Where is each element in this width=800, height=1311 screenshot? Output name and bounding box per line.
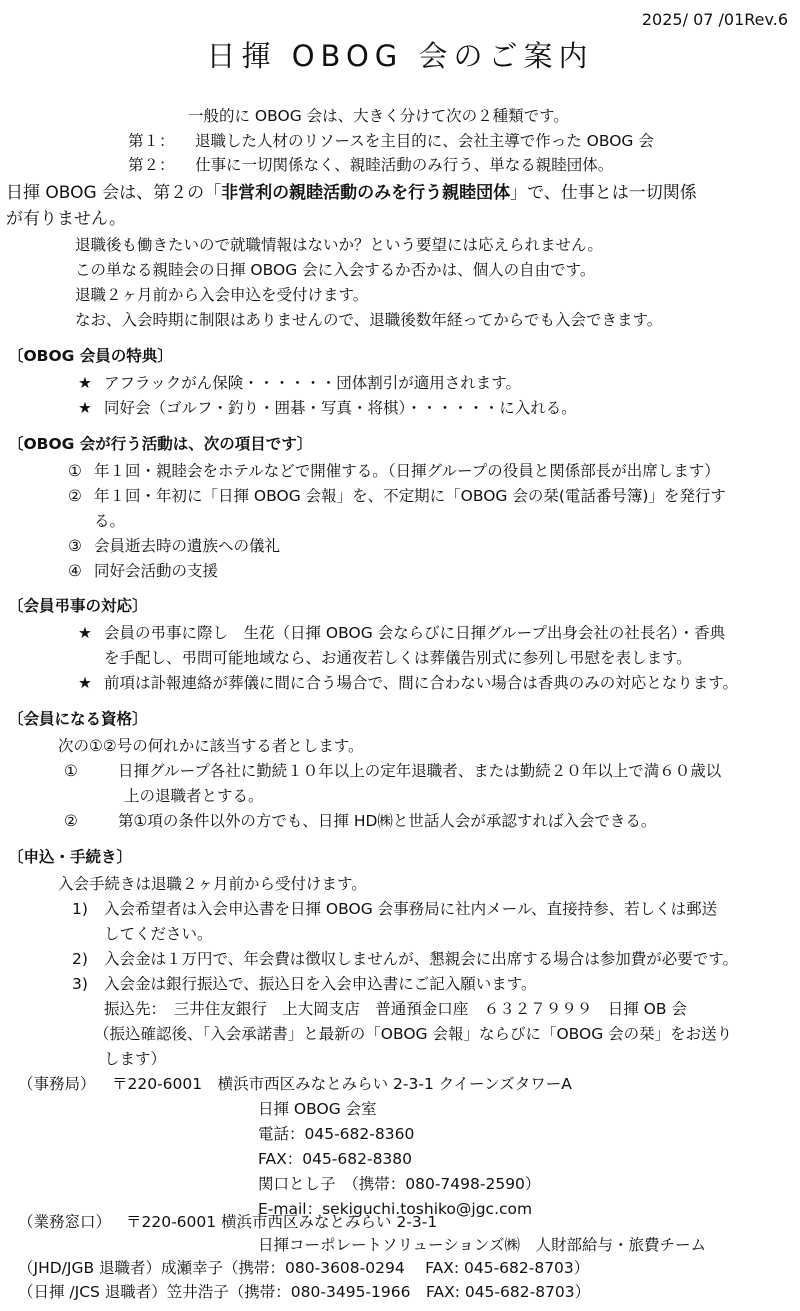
star-icon: ★	[78, 399, 92, 417]
item-number: ②	[64, 812, 78, 830]
procedure-intro: 入会手続きは退職２ヶ月前から受付けます。	[58, 875, 367, 893]
qualification-item: 日揮グループ各社に勤続１０年以上の定年退職者、または勤続２０年以上で満６０歳以	[118, 762, 722, 780]
qualification-item: 第①項の条件以外の方でも、日揮 HD㈱と世話人会が承認すれば入会できる。	[118, 812, 657, 830]
intro-line: 一般的に OBOG 会は、大きく分けて次の２種類です。	[188, 107, 569, 125]
condolence-item: 前項は訃報連絡が葬儀に間に合う場合で、間に合わない場合は香典のみの対応となります。	[104, 674, 738, 692]
type1-text: 退職した人材のリソースを主目的に、会社主導で作った OBOG 会	[195, 132, 654, 150]
office-address: 〒220-6001 横浜市西区みなとみらい 2-3-1 クイーンズタワーA	[112, 1075, 572, 1093]
lead-emphasis: 非営利の親睦活動のみを行う親睦団体	[221, 183, 511, 203]
item-number: 3)	[72, 975, 88, 993]
procedure-item-cont: してください。	[104, 925, 213, 943]
activity-item: 会員逝去時の遺族への儀礼	[94, 537, 281, 555]
business-org: 日揮コーポレートソリューションズ㈱ 人財部給与・旅費チーム	[258, 1236, 706, 1254]
procedure-note: （振込確認後、「入会承諾書」と最新の「OBOG 会報」ならびに「OBOG 会の栞」をお送り	[94, 1025, 733, 1043]
note-line: 退職２ヶ月前から入会申込を受付けます。	[75, 286, 369, 304]
qualification-heading: 〔会員になる資格〕	[8, 710, 148, 728]
activity-item: 年１回・親睦会をホテルなどで開催する。（日揮グループの役員と関係部長が出席します）	[94, 462, 720, 480]
bank-account: 振込先： 三井住友銀行 上大岡支店 普通預金口座 ６３２７９９９ 日揮 OB 会	[104, 1000, 687, 1018]
qualification-item-cont: 上の退職者とする。	[124, 787, 264, 805]
note-line: なお、入会時期に制限はありませんので、退職後数年経ってからでも入会できます。	[75, 311, 663, 329]
condolence-heading: 〔会員弔事の対応〕	[8, 597, 148, 615]
type1-number: 第１：	[128, 132, 175, 150]
revision-label: 2025/ 07 /01Rev.6	[641, 10, 788, 29]
activity-item: 同好会活動の支援	[94, 562, 219, 580]
office-fax: FAX：045-682-8380	[258, 1150, 413, 1168]
activity-item-cont: る。	[94, 512, 126, 530]
item-number: ②	[68, 487, 82, 505]
type2-text: 仕事に一切関係なく、親睦活動のみ行う、単なる親睦団体。	[195, 156, 614, 174]
business-address: 〒220-6001 横浜市西区みなとみらい 2-3-1	[126, 1213, 438, 1231]
activity-item: 年１回・年初に「日揮 OBOG 会報」を、不定期に「OBOG 会の栞(電話番号簿)」を発行す	[94, 487, 726, 505]
office-label: （事務局）	[18, 1075, 96, 1093]
type2-number: 第２：	[128, 156, 175, 174]
business-contact: （JHD/JGB 退職者）成瀬幸子（携帯：080-3608-0294 FAX: 045-682-8703）	[18, 1259, 590, 1277]
item-number: 1)	[72, 900, 88, 918]
star-icon: ★	[78, 674, 92, 692]
office-org: 日揮 OBOG 会室	[258, 1100, 377, 1118]
item-number: ①	[68, 462, 82, 480]
lead-sentence: 日揮 OBOG 会は、第２の「非営利の親睦活動のみを行う親睦団体」で、仕事とは一切関係	[6, 183, 697, 203]
office-email: E-mail：sekiguchi.toshiko@jgc.com	[258, 1200, 533, 1218]
note-line: 退職後も働きたいので就職情報はないか？という要望には応えられません。	[75, 236, 603, 254]
page-title: 日揮 OBOG 会のご案内	[206, 39, 594, 73]
procedure-item: 入会金は１万円で、年会費は徴収しませんが、懇親会に出席する場合は参加費が必要です。	[104, 950, 738, 968]
item-number: 2)	[72, 950, 88, 968]
item-number: ④	[68, 562, 82, 580]
procedure-item: 入会金は銀行振込で、振込日を入会申込書にご記入願います。	[104, 975, 537, 993]
procedure-heading: 〔申込・手続き〕	[8, 848, 133, 866]
note-line: この単なる親睦会の日揮 OBOG 会に入会するか否かは、個人の自由です。	[75, 261, 596, 279]
benefit-item: アフラックがん保険・・・・・・団体割引が適用されます。	[104, 374, 521, 392]
item-number: ③	[68, 537, 82, 555]
activities-heading: 〔OBOG 会が行う活動は、次の項目です〕	[8, 435, 313, 453]
business-label: （業務窓口）	[18, 1213, 112, 1231]
business-contact: （日揮 /JCS 退職者）笠井浩子（携帯：080-3495-1966 FAX: 045-682-8703）	[18, 1283, 591, 1301]
star-icon: ★	[78, 374, 92, 392]
procedure-note-cont: します）	[104, 1050, 167, 1068]
qualification-intro: 次の①②号の何れかに該当する者とします。	[58, 737, 364, 755]
star-icon: ★	[78, 624, 92, 642]
office-contact: 関口とし子 （携帯：080-7498-2590）	[258, 1175, 541, 1193]
lead-sentence-cont: が有りません。	[6, 209, 127, 229]
condolence-item: 会員の弔事に際し 生花（日揮 OBOG 会ならびに日揮グループ出身会社の社長名）・香典	[104, 624, 726, 642]
condolence-item-cont: を手配し、弔問可能地域なら、お通夜若しくは葬儀告別式に参列し弔慰を表します。	[104, 649, 692, 667]
benefit-item: 同好会（ゴルフ・釣り・囲碁・写真・将棋）・・・・・・に入れる。	[104, 399, 577, 417]
benefits-heading: 〔OBOG 会員の特典〕	[8, 347, 173, 365]
office-phone: 電話：045-682-8360	[258, 1125, 415, 1143]
procedure-item: 入会希望者は入会申込書を日揮 OBOG 会事務局に社内メール、直接持参、若しくは郵送	[104, 900, 718, 918]
item-number: ①	[64, 762, 78, 780]
